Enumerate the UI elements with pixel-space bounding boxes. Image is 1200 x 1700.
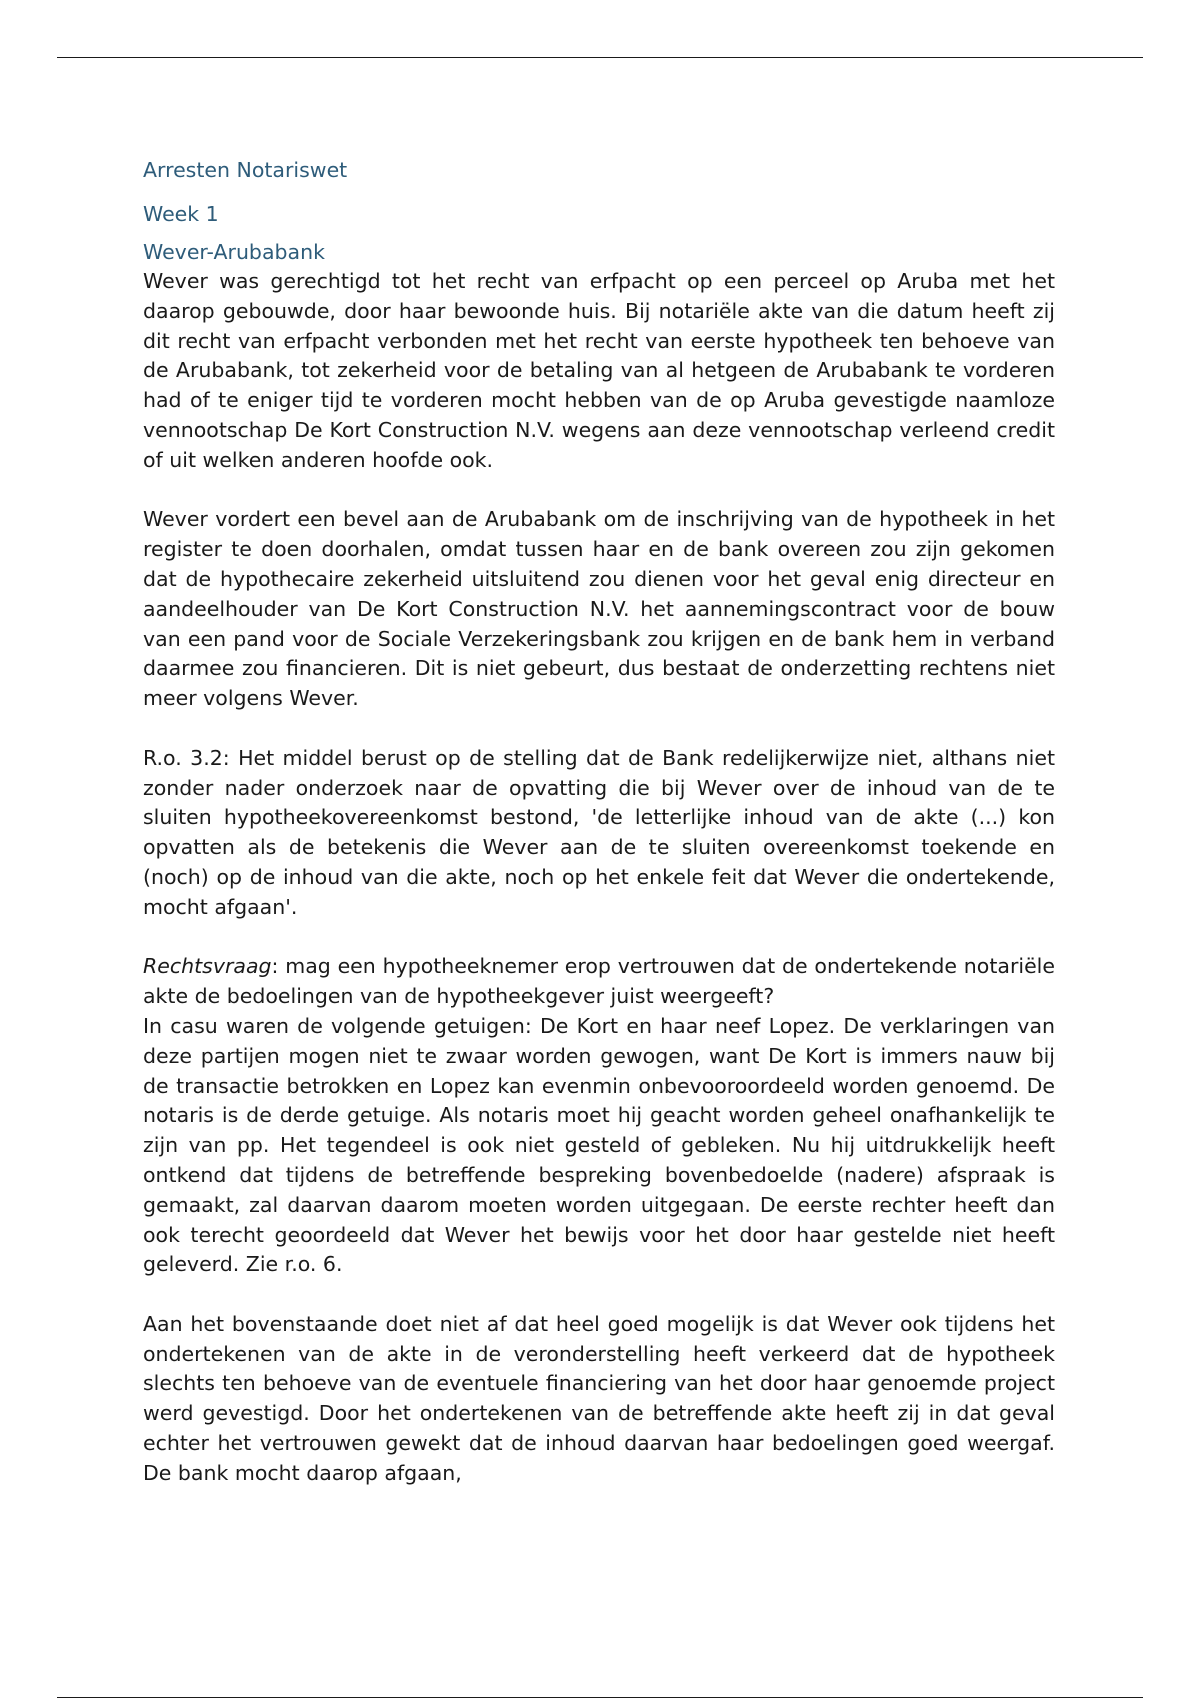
paragraph-conclusion: Aan het bovenstaande doet niet af dat heel goed mogelijk is dat Wever ook tijdens het ondertekenen van de akte in de veronderstelling heeft verkeerd dat de hypotheek slechts ten behoeve van de eventuele financiering van het door haar genoemde project werd gevestigd. Door het ondertekenen van de betreffende akte heeft zij in dat geval echter het vertrouwen gewekt dat de inhoud daarvan haar bedoelingen goed weergaf. De bank mocht daarop afgaan, [143,1311,1055,1485]
paragraph-legal-question [143,952,1055,1012]
document-body [143,155,1055,1489]
paragraph-ro-3-2: R.o. 3.2: Het middel berust op de stelling dat de Bank redelijkerwijze niet, althans niet zonder nader onderzoek naar de opvatting die bij Wever over de inhoud van de te sluiten hypotheekovereenkomst bestond, 'de letterlijke inhoud van de akte (...) kon opvatten als de betekenis die Wever aan de te sluiten overeenkomst toekende en (noch) op de inhoud van die akte, noch op het enkele feit dat Wever die ondertekende, mocht afgaan'. [143,745,1055,919]
paragraph-facts: Wever was gerechtigd tot het recht van erfpacht op een perceel op Aruba met het daarop gebouwde, door haar bewoonde huis. Bij notariële akte van die datum heeft zij dit recht van erfpacht verbonden met het recht van eerste hypotheek ten behoeve van de Arubabank, tot zekerheid voor de betaling van al hetgeen de Arubabank te vorderen had of te eniger tijd te vorderen mocht hebben van de op Aruba gevestigde naamloze vennootschap De Kort Construction N.V. wegens aan deze vennootschap verleend credit of uit welken anderen hoofde ook. [143,269,1055,472]
document-title: Arresten Notariswet [143,158,348,182]
case-heading: Wever-Arubabank [143,240,325,264]
footer-rule [57,1697,1143,1698]
legal-question-label: Rechtsvraag [143,954,272,979]
legal-question-text: : mag een hypotheeknemer erop vertrouwen dat de ondertekende notariële akte de bedoelingen van de hypotheekgever juist weergeeft? [143,954,1055,1009]
header-rule [57,57,1143,58]
week-heading: Week 1 [143,202,219,226]
paragraph-witnesses: In casu waren de volgende getuigen: De Kort en haar neef Lopez. De verklaringen van deze partijen mogen niet te zwaar worden gewogen, want De Kort is immers nauw bij de transactie betrokken en Lopez kan evenmin onbevooroordeeld worden genoemd. De notaris is de derde getuige. Als notaris moet hij geacht worden geheel onafhankelijk te zijn van pp. Het tegendeel is ook niet gesteld of gebleken. Nu hij uitdrukkelijk heeft ontkend dat tijdens de betreffende bespreking bovenbedoelde (nadere) afspraak is gemaakt, zal daarvan daarom moeten worden uitgegaan. De eerste rechter heeft dan ook terecht geoordeeld dat Wever het bewijs voor het door haar gestelde niet heeft geleverd. Zie r.o. 6. [143,1013,1055,1277]
paragraph-claim: Wever vordert een bevel aan de Arubabank om de inschrijving van de hypotheek in het register te doen doorhalen, omdat tussen haar en de bank overeen zou zijn gekomen dat de hypothecaire zekerheid uitsluitend zou dienen voor het geval enig directeur en aandeelhouder van De Kort Construction N.V. het aannemingscontract voor de bouw van een pand voor de Sociale Verzekeringsbank zou krijgen en de bank hem in verband daarmee zou financieren. Dit is niet gebeurt, dus bestaat de onderzetting rechtens niet meer volgens Wever. [143,507,1055,711]
